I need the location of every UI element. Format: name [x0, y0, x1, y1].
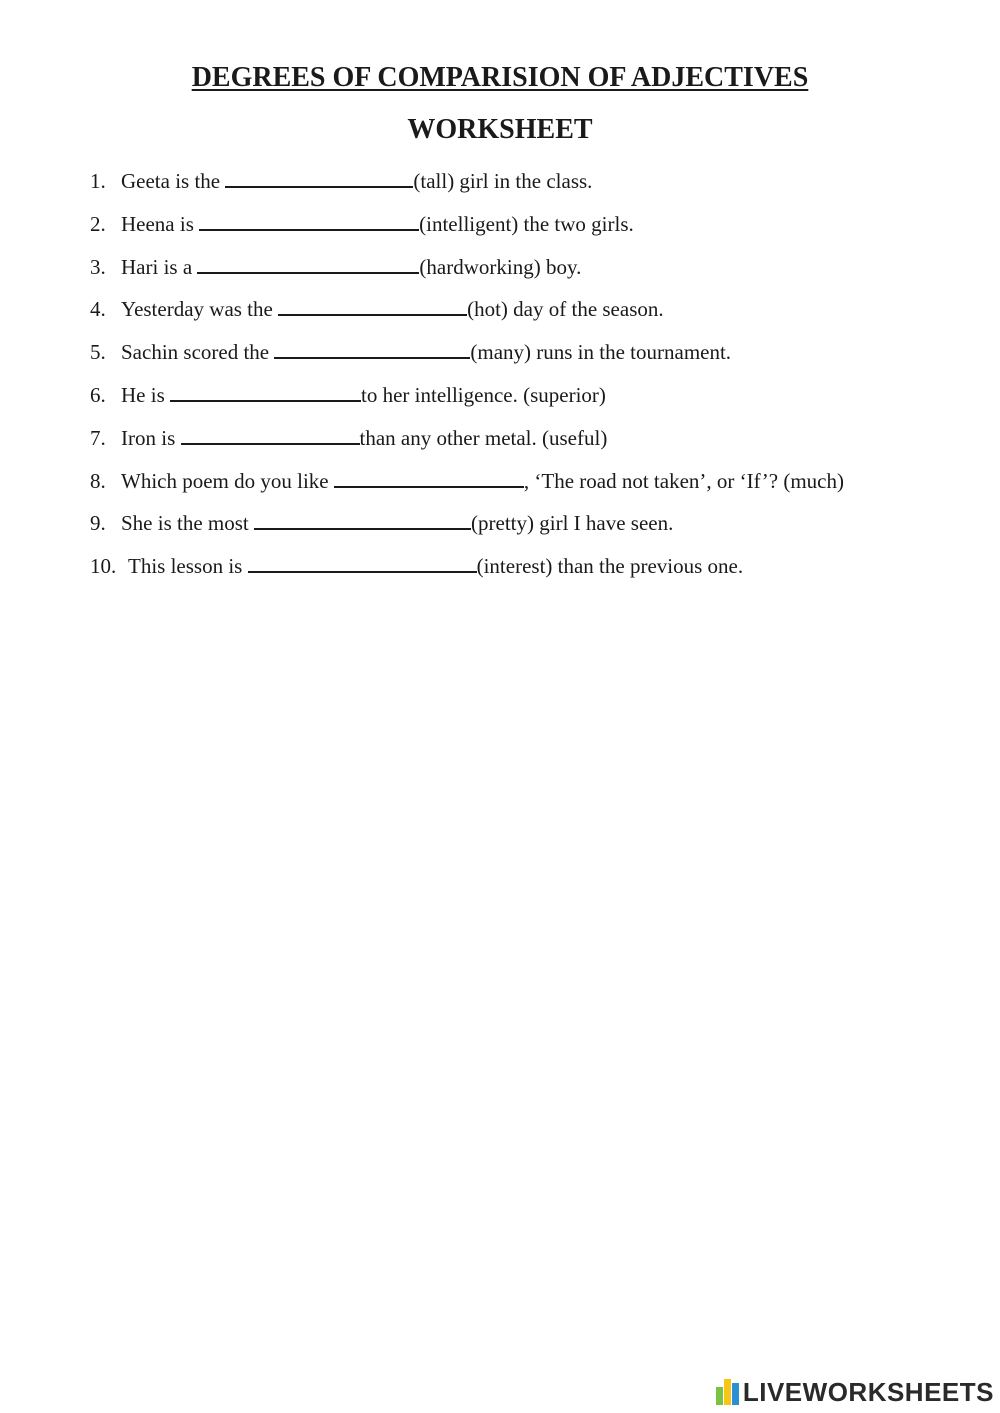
question-text-after: than any other metal. (useful): [359, 425, 608, 450]
question-item: [90, 421, 970, 464]
question-text-before: Which poem do you like: [121, 468, 334, 493]
question-number: 10.: [90, 554, 117, 579]
answer-blank[interactable]: [197, 254, 419, 274]
worksheet-subtitle: WORKSHEET: [407, 114, 593, 145]
question-number: 1.: [90, 169, 106, 193]
question-number: 9.: [90, 511, 106, 536]
logo-text: LIVEWORKSHEETS: [742, 1376, 994, 1407]
worksheet-title: DEGREES OF COMPARISION OF ADJECTIVES: [191, 62, 809, 93]
answer-blank[interactable]: [181, 425, 360, 445]
answer-blank[interactable]: [278, 296, 467, 316]
question-item: [90, 506, 970, 549]
answer-blank[interactable]: [170, 382, 361, 402]
question-number: 5.: [90, 340, 106, 365]
question-item: [90, 549, 970, 592]
question-item: [90, 378, 970, 421]
question-item: [90, 164, 970, 207]
question-text-after: (interest) than the previous one.: [476, 554, 744, 579]
question-text-before: She is the most: [121, 511, 255, 536]
answer-blank[interactable]: [254, 510, 471, 530]
question-item: [90, 292, 970, 335]
liveworksheets-logo: [716, 1377, 994, 1407]
answer-blank[interactable]: [248, 553, 477, 573]
logo-bar-green: [716, 1387, 723, 1405]
question-number: 4.: [90, 297, 106, 322]
question-text-after: , ‘The road not taken’, or ‘If’? (much): [523, 468, 844, 493]
question-text-before: Geeta is the: [121, 169, 226, 193]
logo-bar-yellow: [724, 1379, 731, 1405]
answer-blank[interactable]: [334, 468, 524, 488]
question-item: [90, 335, 970, 378]
question-number: 8.: [90, 468, 106, 493]
question-number: 3.: [90, 254, 106, 279]
question-text-after: (pretty) girl I have seen.: [471, 511, 674, 536]
question-text-before: Heena is: [121, 211, 200, 236]
question-text-after: (tall) girl in the class.: [413, 169, 593, 193]
question-number: 7.: [90, 425, 106, 450]
question-item: [90, 207, 970, 250]
answer-blank[interactable]: [199, 211, 419, 231]
question-text-before: Iron is: [121, 425, 181, 450]
logo-bar-blue: [732, 1383, 739, 1405]
question-text-before: He is: [121, 382, 170, 407]
question-text-after: (intelligent) the two girls.: [419, 211, 634, 236]
question-text-before: Sachin scored the: [121, 340, 275, 365]
question-text-after: to her intelligence. (superior): [361, 382, 606, 407]
question-item: [90, 250, 970, 293]
question-number: 6.: [90, 382, 106, 407]
question-text-before: Hari is a: [121, 254, 198, 279]
question-text-before: Yesterday was the: [121, 297, 279, 322]
answer-blank[interactable]: [225, 168, 413, 188]
question-text-after: (hardworking) boy.: [419, 254, 582, 279]
question-list: [90, 164, 970, 592]
answer-blank[interactable]: [274, 339, 470, 359]
question-number: 2.: [90, 211, 106, 236]
question-text-after: (many) runs in the tournament.: [470, 340, 732, 365]
question-item: [90, 464, 970, 507]
question-text-after: (hot) day of the season.: [467, 297, 664, 322]
liveworksheets-logo-icon: [716, 1379, 740, 1405]
question-text-before: This lesson is: [128, 554, 248, 579]
